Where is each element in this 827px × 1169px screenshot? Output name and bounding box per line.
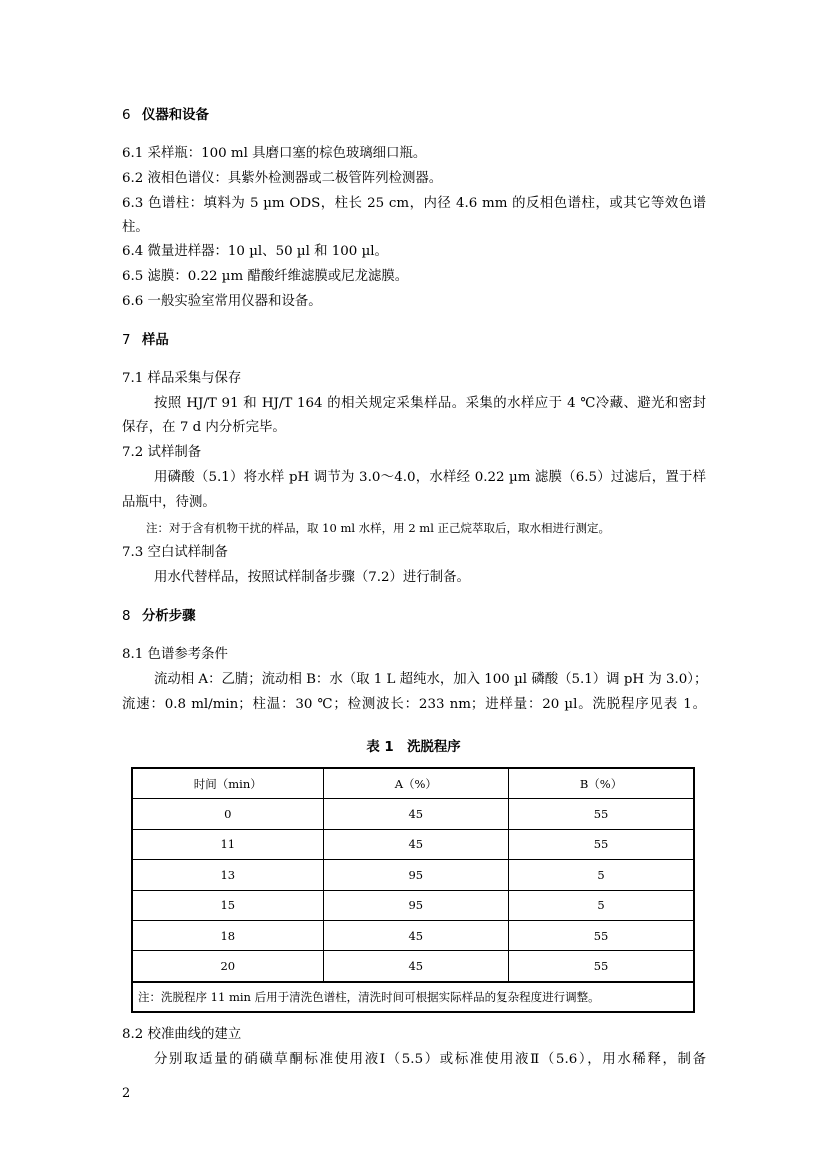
paragraph-7-2-line1: 用磷酸（5.1）将水样 pH 调节为 3.0～4.0，水样经 0.22 µm 滤膜（6.5）过滤后，置于样 [154,470,706,485]
section-title: 分析步骤 [142,609,196,624]
table-row [132,860,694,890]
cell-time: 15 [132,890,323,920]
cell-b: 5 [509,890,694,920]
paragraph-7-3: 用水代替样品，按照试样制备步骤（7.2）进行制备。 [154,570,470,585]
paragraph-8-1-line1: 流动相 A：乙腈；流动相 B：水（取 1 L 超纯水，加入 100 µl 磷酸（5.1）调 pH 为 3.0）； [154,672,708,687]
cell-a: 45 [323,920,508,950]
section-number: 8 [122,609,131,624]
cell-a: 45 [323,951,508,982]
section-8-heading [122,608,706,626]
cell-b: 55 [509,829,694,859]
cell-time: 11 [132,829,323,859]
subsection-7-2-title: 7.2 试样制备 [122,445,202,460]
paragraph-8-2-line1: 分别取适量的硝磺草酮标准使用液Ⅰ（5.5）或标准使用液Ⅱ（5.6），用水稀释，制备 [154,1052,706,1067]
item-6-3-cont: 柱。 [122,220,149,235]
header-time: 时间（min） [132,768,323,799]
cell-a: 45 [323,799,508,829]
page-number: 2 [122,1086,131,1101]
table-row [132,951,694,982]
cell-a: 95 [323,860,508,890]
section-6-heading [122,107,706,125]
item-6-6: 6.6 一般实验室常用仪器和设备。 [122,294,322,309]
header-b: B（%） [509,768,694,799]
cell-b: 55 [509,920,694,950]
item-6-3: 6.3 色谱柱：填料为 5 µm ODS，柱长 25 cm，内径 4.6 mm 的反相色谱柱，或其它等效色谱 [122,196,706,211]
item-6-5: 6.5 滤膜：0.22 µm 醋酸纤维滤膜或尼龙滤膜。 [122,269,409,284]
item-6-2: 6.2 液相色谱仪：具紫外检测器或二极管阵列检测器。 [122,171,443,186]
section-number: 6 [122,108,131,123]
cell-a: 95 [323,890,508,920]
elution-table [131,767,695,1013]
paragraph-7-2-line2: 品瓶中，待测。 [122,495,216,510]
subsection-7-3-title: 7.3 空白试样制备 [122,545,228,560]
cell-time: 18 [132,920,323,950]
table-row [132,799,694,829]
subsection-7-1-title: 7.1 样品采集与保存 [122,371,242,386]
table-caption: 表 1 洗脱程序 [366,740,461,755]
section-title: 样品 [142,333,169,348]
table-row [132,920,694,950]
paragraph-8-1-line2: 流速：0.8 ml/min；柱温：30 ℃；检测波长：233 nm；进样量：20 µl。洗脱程序见表 1。 [122,697,706,712]
cell-b: 5 [509,860,694,890]
subsection-8-2-title: 8.2 校准曲线的建立 [122,1027,242,1042]
cell-b: 55 [509,799,694,829]
table-header-row [132,768,694,799]
note-7-2: 注：对于含有机物干扰的样品，取 10 ml 水样，用 2 ml 正己烷萃取后，取水相进行测定。 [146,521,611,535]
paragraph-7-1-line1: 按照 HJ/T 91 和 HJ/T 164 的相关规定采集样品。采集的水样应于 4 ℃冷藏、避光和密封 [154,396,706,411]
section-number: 7 [122,333,131,348]
cell-time: 13 [132,860,323,890]
subsection-8-1-title: 8.1 色谱参考条件 [122,647,228,662]
cell-time: 0 [132,799,323,829]
table-row [132,829,694,859]
section-title: 仪器和设备 [142,108,209,123]
item-6-1: 6.1 采样瓶：100 ml 具磨口塞的棕色玻璃细口瓶。 [122,146,427,161]
item-6-4: 6.4 微量进样器：10 µl、50 µl 和 100 µl。 [122,244,388,259]
section-7-heading [122,332,706,350]
table-note: 注：洗脱程序 11 min 后用于清洗色谱柱，清洗时间可根据实际样品的复杂程度进行调整。 [132,982,694,1012]
cell-a: 45 [323,829,508,859]
table-note-row [132,982,694,1012]
table-row [132,890,694,920]
cell-b: 55 [509,951,694,982]
header-a: A（%） [323,768,508,799]
cell-time: 20 [132,951,323,982]
paragraph-7-1-line2: 保存，在 7 d 内分析完毕。 [122,420,286,435]
